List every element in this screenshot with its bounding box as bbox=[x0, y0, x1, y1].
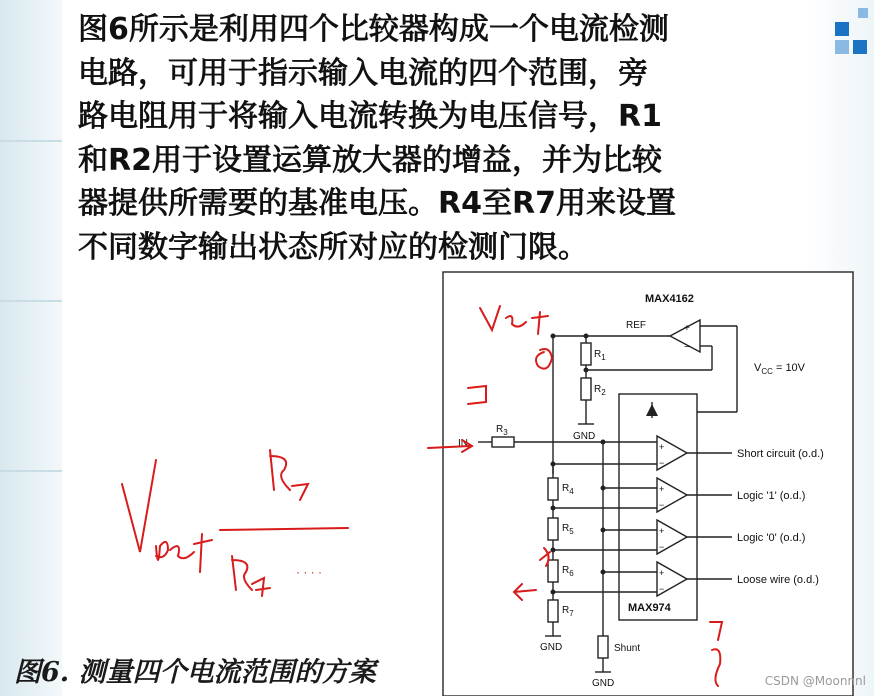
paragraph-line: 不同数字输出状态所对应的检测门限。 bbox=[78, 229, 588, 265]
gnd-label: GND bbox=[592, 678, 615, 689]
comp-plus: + bbox=[659, 442, 665, 452]
gnd-label: GND bbox=[540, 642, 563, 653]
paragraph-line: 电路，可用于指示输入电流的四个范围，旁 bbox=[78, 55, 648, 91]
junction-dot bbox=[551, 548, 556, 553]
ink-stroke bbox=[252, 578, 270, 596]
r7-label: $R_7$ bbox=[562, 605, 574, 618]
paragraph-line: 和R2用于设置运算放大器的增益，并为比较 bbox=[78, 142, 662, 178]
shunt-label: Shunt bbox=[614, 643, 641, 654]
junction-dot bbox=[551, 590, 556, 595]
junction-dot bbox=[584, 334, 589, 339]
comp-minus: − bbox=[659, 542, 665, 552]
r2-label: $R_2$ bbox=[594, 384, 606, 397]
junction-dot bbox=[551, 334, 556, 339]
paragraph-line: 图6所示是利用四个比较器构成一个电流检测 bbox=[78, 12, 669, 47]
ink-stroke bbox=[122, 460, 156, 552]
in-label: IN bbox=[458, 438, 468, 449]
fraction-bar bbox=[220, 528, 348, 530]
r5-label: $R_5$ bbox=[562, 523, 574, 536]
output-label-short-circuit: Short circuit (o.d.) bbox=[737, 448, 824, 460]
ref-label: REF bbox=[626, 320, 646, 331]
comp-plus: + bbox=[659, 484, 665, 494]
paragraph-line: 器提供所需要的基准电压。R4至R7用来设置 bbox=[78, 186, 676, 221]
opamp-plus: + bbox=[684, 323, 690, 334]
paragraph-line: 路电阻用于将输入电流转换为电压信号，R1 bbox=[78, 99, 662, 134]
output-label-loose-wire: Loose wire (o.d.) bbox=[737, 574, 819, 586]
r4-label: $R_4$ bbox=[562, 483, 574, 496]
comp-minus: − bbox=[659, 500, 665, 510]
comp-plus: + bbox=[659, 526, 665, 536]
comp-plus: + bbox=[659, 568, 665, 578]
junction-dot bbox=[601, 440, 606, 445]
comp-minus: − bbox=[659, 584, 665, 594]
junction-dot bbox=[601, 528, 606, 533]
ink-stroke bbox=[292, 484, 308, 500]
comparator-label: MAX974 bbox=[628, 602, 671, 614]
figure-caption: 图6. 测量四个电流范围的方案 bbox=[14, 657, 376, 688]
ink-stroke bbox=[170, 546, 194, 558]
ink-stroke bbox=[156, 542, 168, 560]
junction-dot bbox=[601, 486, 606, 491]
junction-dot bbox=[551, 506, 556, 511]
junction-dot bbox=[551, 462, 556, 467]
ink-dots: · · · · bbox=[296, 565, 322, 579]
r1-label: $R_1$ bbox=[594, 349, 606, 362]
vcc-label: $V_{CC} = 10V$ bbox=[754, 362, 806, 376]
ink-stroke bbox=[232, 556, 252, 590]
ink-stroke bbox=[270, 450, 290, 490]
opamp-minus: − bbox=[684, 342, 690, 353]
r3-label: $R_3$ bbox=[496, 424, 508, 437]
ink-stroke bbox=[194, 534, 212, 572]
amp-label: MAX4162 bbox=[645, 293, 694, 305]
junction-dot bbox=[601, 570, 606, 575]
r6-label: $R_6$ bbox=[562, 565, 574, 578]
output-label-logic-0: Logic '0' (o.d.) bbox=[737, 532, 806, 544]
output-label-logic-1: Logic '1' (o.d.) bbox=[737, 490, 806, 502]
watermark: CSDN @Moonnnl bbox=[764, 674, 866, 688]
junction-dot bbox=[584, 368, 589, 373]
comp-minus: − bbox=[659, 458, 665, 468]
gnd-label: GND bbox=[573, 431, 596, 442]
